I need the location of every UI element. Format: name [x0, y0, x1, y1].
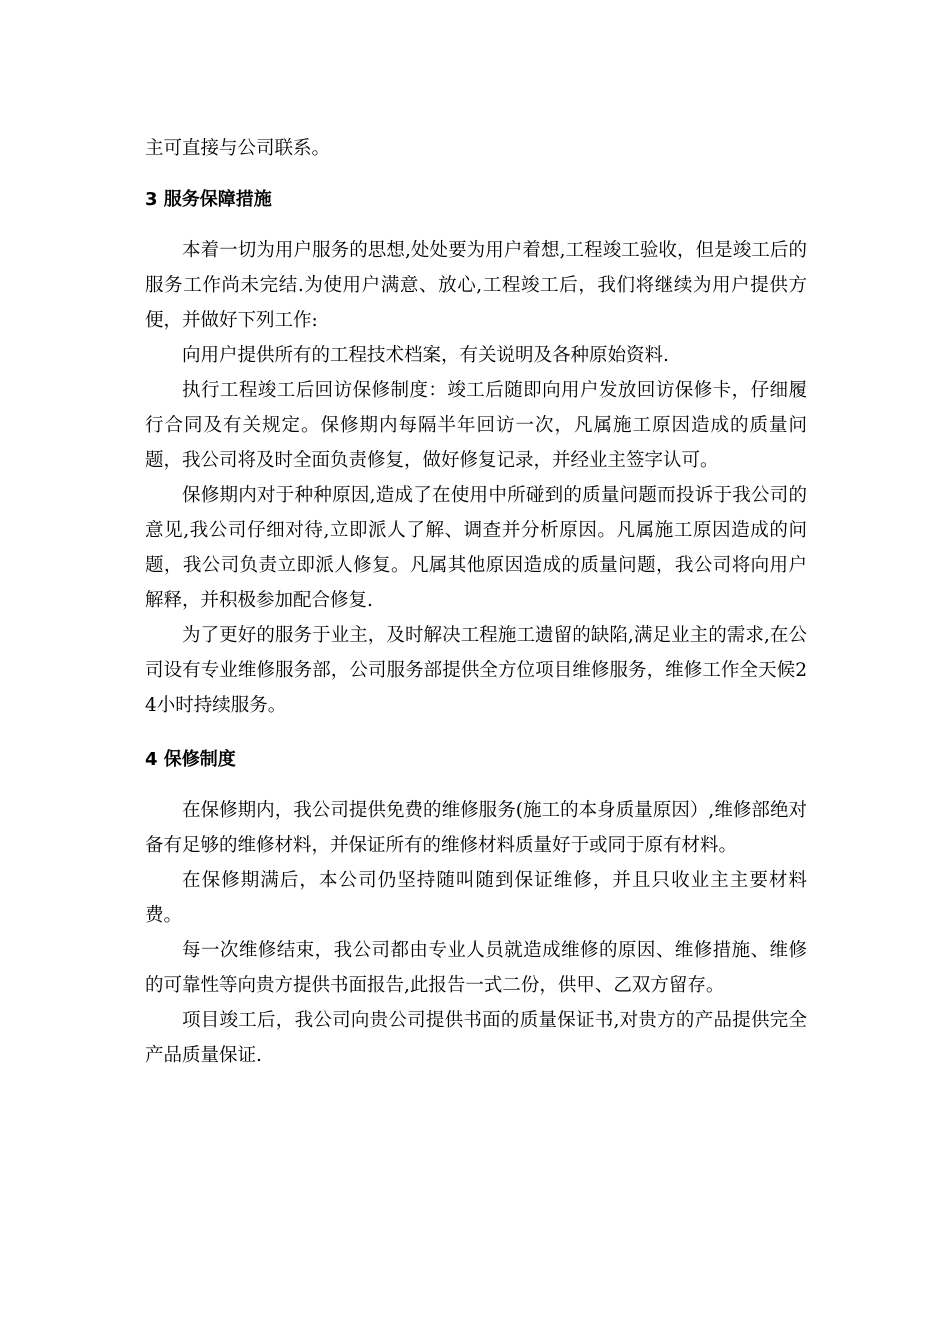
- section-3-paragraph-5: 为了更好的服务于业主，及时解决工程施工遗留的缺陷,满足业主的需求,在公司设有专业维修服务部，公司服务部提供全方位项目维修服务，维修工作全天候24小时持续服务。: [145, 625, 807, 716]
- section-3-heading: 3 服务保障措施: [145, 189, 272, 210]
- section-4-paragraph-2: 在保修期满后，本公司仍坚持随叫随到保证维修，并且只收业主主要材料费。: [145, 870, 807, 926]
- section-3-paragraph-4: 保修期内对于种种原因,造成了在使用中所碰到的质量问题而投诉于我公司的意见,我公司仔细对待,立即派人了解、调查并分析原因。凡属施工原因造成的问题，我公司负责立即派人修复。凡属其他原因造成的质量问题，我公司将向用户解释，并积极参加配合修复.: [145, 485, 807, 611]
- document-body: [145, 131, 807, 1073]
- section-4-paragraph-1: 在保修期内，我公司提供免费的维修服务(施工的本身质量原因）,维修部绝对备有足够的维修材料，并保证所有的维修材料质量好于或同于原有材料。: [145, 800, 807, 856]
- section-3-paragraph-1: 本着一切为用户服务的思想,处处要为用户着想,工程竣工验收，但是竣工后的服务工作尚未完结.为使用户满意、放心,工程竣工后，我们将继续为用户提供方便，并做好下列工作:: [145, 240, 807, 331]
- section-3-paragraph-3: 执行工程竣工后回访保修制度：竣工后随即向用户发放回访保修卡，仔细履行合同及有关规定。保修期内每隔半年回访一次，凡属施工原因造成的质量问题，我公司将及时全面负责修复，做好修复记录，并经业主签字认可。: [145, 380, 807, 471]
- section-4-heading: 4 保修制度: [145, 749, 236, 770]
- continuation-paragraph: 主可直接与公司联系。: [145, 138, 331, 159]
- section-4-paragraph-4: 项目竣工后，我公司向贵公司提供书面的质量保证书,对贵方的产品提供完全产品质量保证.: [145, 1010, 807, 1066]
- section-3-paragraph-2: 向用户提供所有的工程技术档案，有关说明及各种原始资料.: [182, 345, 669, 366]
- section-4-paragraph-3: 每一次维修结束，我公司都由专业人员就造成维修的原因、维修措施、维修的可靠性等向贵方提供书面报告,此报告一式二份，供甲、乙双方留存。: [145, 940, 807, 996]
